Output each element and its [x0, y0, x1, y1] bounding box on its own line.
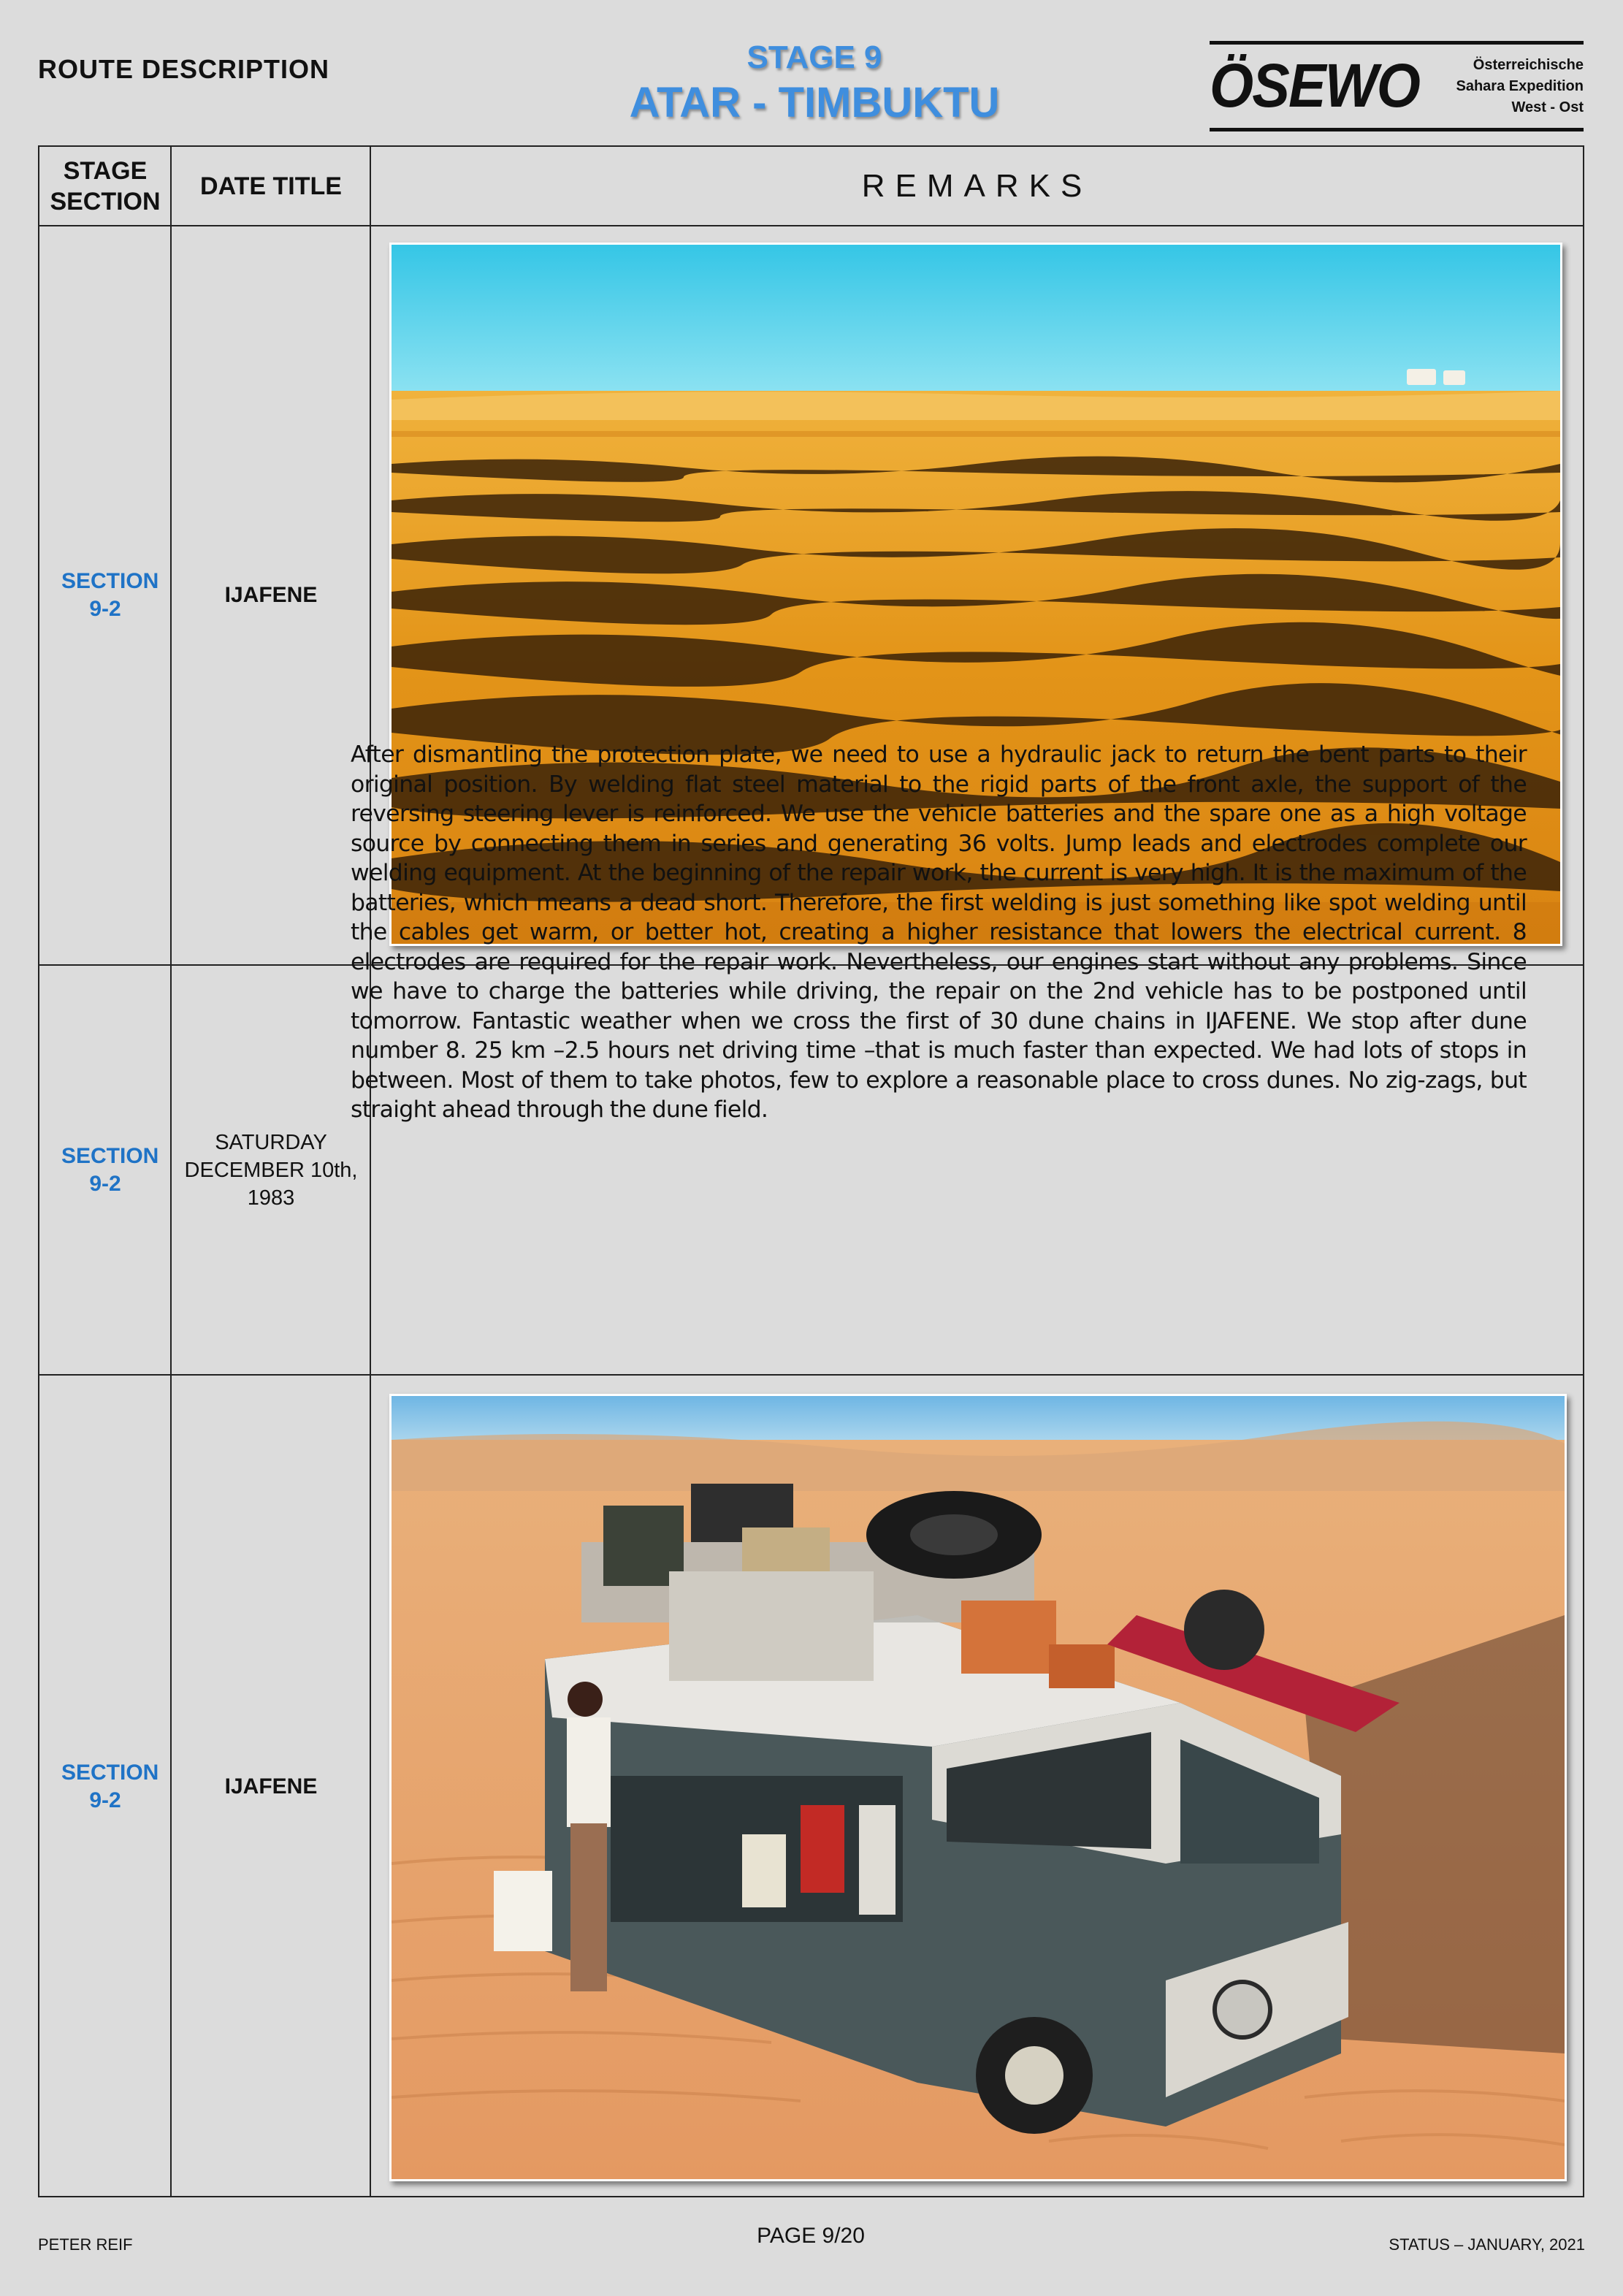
footer-status: STATUS – JANUARY, 2021	[1389, 2235, 1585, 2254]
column-header-stage: STAGE SECTION	[50, 157, 161, 216]
logo-line-3: West - Ost	[1511, 99, 1584, 115]
footer-author: PETER REIF	[38, 2235, 133, 2254]
remarks-paragraph: After dismantling the protection plate, we need to use a hydraulic jack to return the bent parts to their original position. By welding flat steel material to the rigid parts of the front axle, the support of the reversing steering lever is reinforced. We use the vehicle batteries and the spare one as a high voltage source by connecting them in series and generating 36 volts. Jump leads and electrodes complete our welding equipment. At the beginning of the repair work, the current is very high. It is the maximum of the batteries, which means a dead short. Therefore, the first welding is just something like spot welding until the cables get warm, or better hot, creating a higher resistance that lowers the electrical current. 8 electrodes are required for the repair work. Nevertheless, our engines start without any problems. Since we have to charge the batteries while driving, the repair on the 2nd vehicle has to be postponed until tomorrow. Fantastic weather when we cross the first of 30 dune chains in IJAFENE. We stop after dune number 8. 25 km –2.5 hours net driving time –that is much faster than expected. We had lots of stops in between. Most of them to take photos, few to explore a reasonable place to cross dunes. No zig-zags, but straight ahead through the dune field.	[351, 741, 1527, 1123]
row-3-title: IJAFENE	[224, 1774, 318, 1799]
stage-route: ATAR - TIMBUKTU	[629, 79, 1000, 126]
logo-wordmark: ÖSEWO	[1210, 51, 1420, 120]
vw-bus-desert-photo	[389, 1394, 1567, 2181]
route-description-label: ROUTE DESCRIPTION	[38, 54, 330, 84]
logo-subtitle	[1456, 55, 1584, 118]
column-header-remarks: REMARKS	[861, 168, 1093, 204]
stage-title	[511, 38, 1118, 129]
row-2-section: SECTION 9-2	[61, 1143, 159, 1196]
row-1-section: SECTION 9-2	[61, 569, 159, 621]
footer-page-number: PAGE 9/20	[757, 2224, 865, 2248]
row-2-date: SATURDAY DECEMBER 10th, 1983	[184, 1130, 358, 1210]
osewo-logo	[1210, 41, 1584, 131]
logo-line-1: Österreichische	[1473, 57, 1584, 73]
row-1-title: IJAFENE	[224, 583, 318, 607]
column-header-date: DATE TITLE	[200, 172, 342, 200]
row-3-section: SECTION 9-2	[61, 1760, 159, 1812]
logo-line-2: Sahara Expedition	[1456, 78, 1584, 94]
stage-number: STAGE 9	[746, 39, 882, 75]
